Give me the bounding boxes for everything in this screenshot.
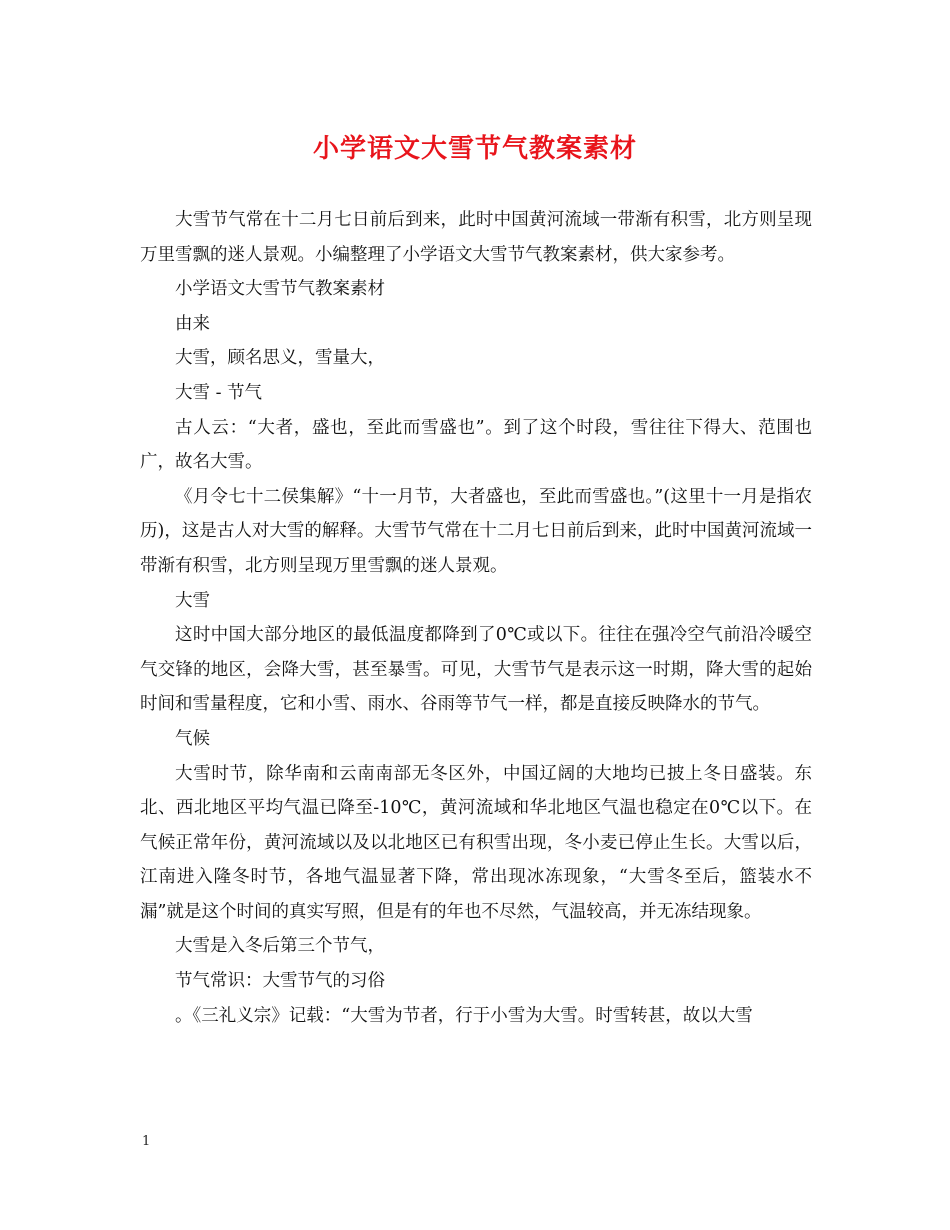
paragraph-subtitle: 小学语文大雪节气教案素材: [175, 279, 385, 300]
heading-heavy-snow: 大雪: [175, 590, 210, 611]
paragraph-intro: 大雪节气常在十二月七日前后到来，此时中国黄河流域一带渐有积雪，北方则呈现万里雪飘的迷人景观。小编整理了小学语文大雪节气教案素材，供大家参考。: [140, 210, 812, 265]
heading-climate: 气候: [175, 728, 210, 749]
paragraph-sanli-yizong: 。《三礼义宗》记载：“大雪为节者，行于小雪为大雪。时雪转甚，故以大雪: [175, 1005, 753, 1026]
paragraph-third-term: 大雪是入冬后第三个节气，: [175, 936, 385, 957]
document-body: [140, 203, 812, 1033]
paragraph-temperature: 这时中国大部分地区的最低温度都降到了0℃或以下。往往在强冷空气前沿冷暖空气交锋的地区，会降大雪，甚至暴雪。可见，大雪节气是表示这一时期，降大雪的起始时间和雪量程度，它和小雪、雨水、谷雨等节气一样，都是直接反映降水的节气。: [140, 625, 812, 715]
paragraph-name-meaning: 大雪，顾名思义，雪量大，: [175, 348, 385, 369]
heading-solar-term: 大雪 - 节气: [175, 382, 263, 403]
paragraph-yueling: 《月令七十二侯集解》“十一月节，大者盛也，至此而雪盛也。”(这里十一月是指农历)，这是古人对大雪的解释。大雪节气常在十二月七日前后到来，此时中国黄河流域一带渐有积雪，北方则呈现万里雪飘的迷人景观。: [140, 486, 812, 576]
page-number: 1: [142, 1134, 151, 1149]
paragraph-climate: 大雪时节，除华南和云南南部无冬区外，中国辽阔的大地均已披上冬日盛装。东北、西北地区平均气温已降至-10℃，黄河流域和华北地区气温也稳定在0℃以下。在气候正常年份，黄河流域以及以北地区已有积雪出现，冬小麦已停止生长。大雪以后，江南进入隆冬时节，各地气温显著下降，常出现冰冻现象，“大雪冬至后，篮装水不漏”就是这个时间的真实写照，但是有的年也不尽然，气温较高，并无冻结现象。: [140, 763, 812, 922]
document-title: 小学语文大雪节气教案素材: [312, 134, 637, 164]
paragraph-ancient-saying: 古人云：“大者，盛也，至此而雪盛也”。到了这个时段，雪往往下得大、范围也广，故名大雪。: [140, 417, 812, 473]
heading-origin: 由来: [175, 313, 210, 334]
heading-customs: 节气常识：大雪节气的习俗: [175, 971, 385, 992]
